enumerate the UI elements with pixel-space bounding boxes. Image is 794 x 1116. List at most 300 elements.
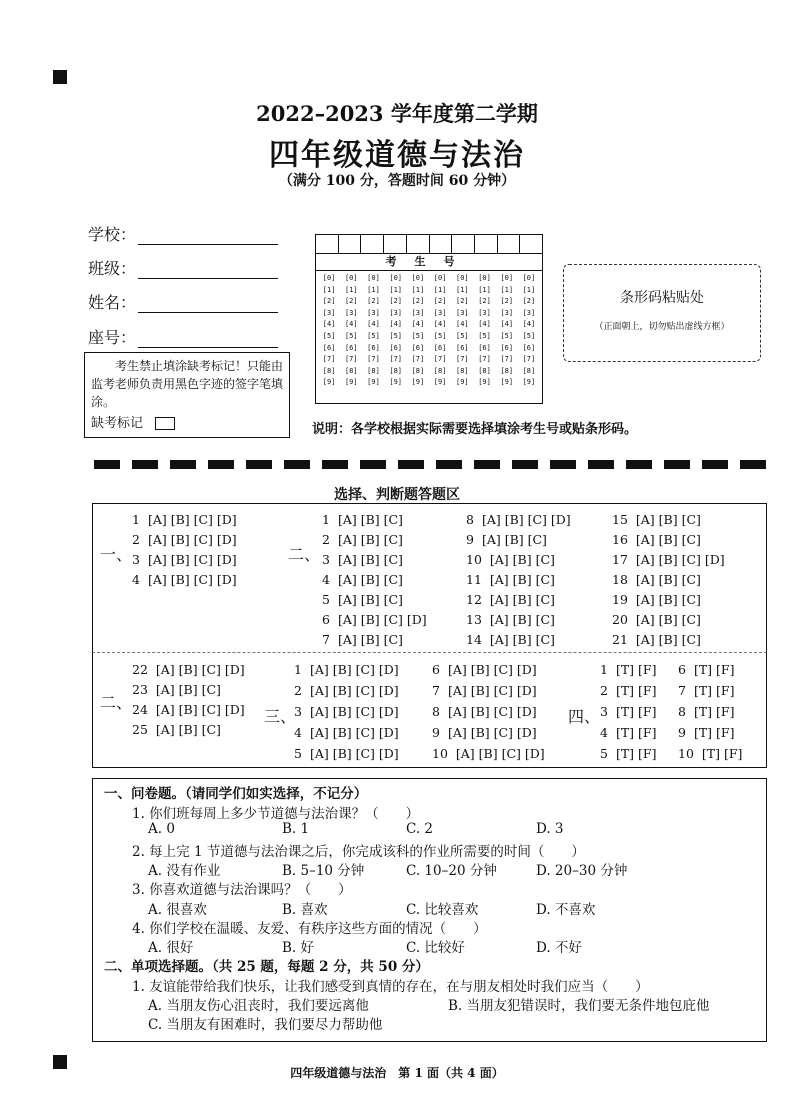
answer-row[interactable] (432, 746, 553, 761)
q4-option-c: C. 比较好 (406, 940, 465, 956)
digit-bubble[interactable]: [3] (367, 308, 380, 317)
answer-options[interactable]: [A] [B] [C] (155, 682, 221, 697)
q4-option-d: D. 不好 (536, 940, 582, 956)
digit-bubble[interactable]: [9] (344, 378, 358, 387)
digit-bubble[interactable]: [5] (322, 331, 336, 340)
question-number: 6 (678, 662, 686, 677)
answer-options[interactable]: [T] [F] (693, 725, 735, 740)
roman-numeral-one: 一、 (100, 545, 133, 564)
digit-bubble[interactable]: [2] (522, 297, 536, 306)
school-label: 学校： (88, 225, 137, 244)
answer-options[interactable]: [A] [B] [C] [D] (147, 552, 237, 567)
name-label: 姓名： (88, 293, 137, 312)
question-number: 9 (432, 725, 440, 740)
question-number: 18 (612, 572, 628, 587)
seat-label: 座号： (88, 328, 137, 347)
answer-options[interactable]: [A] [B] [C] [D] (447, 725, 537, 740)
answer-row[interactable] (612, 612, 709, 627)
answer-options[interactable]: [A] [B] [C] (635, 572, 701, 587)
question-number: 3 (600, 704, 608, 719)
digit-bubble[interactable]: [4] (367, 320, 380, 329)
absent-mark-checkbox[interactable] (155, 417, 175, 430)
question-number: 8 (466, 512, 474, 527)
digit-bubble[interactable]: [6] (322, 343, 336, 352)
question-number: 19 (612, 592, 628, 607)
answer-options[interactable]: [A] [B] [C] (635, 532, 701, 547)
s2q1-option-b: B. 当朋友犯错误时，我们要无条件地包庇他 (448, 998, 710, 1014)
answer-row[interactable] (612, 552, 733, 567)
digit-bubble[interactable]: [8] (522, 366, 536, 375)
exam-id-column[interactable] (340, 273, 362, 389)
digit-bubble[interactable]: [3] (433, 308, 447, 317)
answer-options[interactable]: [A] [B] [C] (155, 722, 221, 737)
answer-options[interactable]: [A] [B] [C] [D] (147, 572, 237, 587)
question-number: 16 (612, 532, 628, 547)
answer-options[interactable]: [A] [B] [C] [D] (155, 702, 245, 717)
digit-bubble[interactable]: [2] (389, 297, 403, 306)
answer-row[interactable] (132, 532, 245, 547)
answer-options[interactable]: [A] [B] [C] [D] (635, 552, 725, 567)
answer-options[interactable]: [T] [F] (615, 662, 657, 677)
digit-bubble[interactable]: [2] (478, 297, 491, 306)
question-number: 24 (132, 702, 148, 717)
answer-options[interactable]: [A] [B] [C] [D] (337, 612, 427, 627)
digit-bubble[interactable]: [0] (522, 274, 536, 282)
question-4: 4. 你们学校在温暖、友爱、有秩序这些方面的情况（ ） (132, 921, 487, 937)
digit-bubble[interactable]: [7] (411, 355, 425, 364)
digit-bubble[interactable]: [5] (433, 331, 447, 340)
answer-options[interactable]: [T] [F] (615, 683, 657, 698)
exam-id-column[interactable] (429, 273, 451, 389)
seat-field[interactable] (88, 325, 278, 348)
q2-option-b: B. 5–10 分钟 (282, 863, 365, 879)
answer-row[interactable] (612, 592, 709, 607)
digit-bubble[interactable]: [4] (522, 320, 536, 329)
roman-numeral-four: 四、 (568, 707, 601, 726)
answer-row[interactable] (466, 632, 563, 647)
answer-row[interactable] (466, 612, 563, 627)
digit-bubble[interactable]: [3] (478, 308, 491, 317)
digit-bubble[interactable]: [5] (344, 331, 358, 340)
question-number: 3 (294, 704, 302, 719)
roman-numeral-two-cont: 二、 (100, 693, 133, 712)
answer-row[interactable] (322, 552, 411, 567)
exam-id-bubbles[interactable] (316, 271, 542, 389)
digit-bubble[interactable]: [3] (389, 308, 403, 317)
digit-bubble[interactable]: [2] (344, 297, 358, 306)
answer-options[interactable]: [A] [B] [C] (489, 552, 555, 567)
answer-row[interactable] (132, 682, 229, 697)
q1-option-b: B. 1 (282, 821, 310, 837)
answer-row[interactable] (294, 746, 407, 761)
answer-options[interactable]: [A] [B] [C] [D] (309, 725, 399, 740)
answer-row[interactable] (132, 512, 245, 527)
answer-options[interactable]: [T] [F] (693, 704, 735, 719)
answer-row[interactable] (466, 592, 563, 607)
s2-question-1: 1. 友谊能带给我们快乐，让我们感受到真情的存在，在与朋友相处时我们应当（ ） (132, 979, 649, 995)
q3-option-c: C. 比较喜欢 (406, 902, 479, 918)
answer-options[interactable]: [T] [F] (693, 683, 735, 698)
question-number: 17 (612, 552, 628, 567)
answer-options[interactable]: [A] [B] [C] [D] (309, 683, 399, 698)
exam-id-title: 考生号 (316, 254, 542, 271)
digit-bubble[interactable]: [7] (455, 355, 469, 364)
digit-bubble[interactable]: [2] (322, 297, 336, 306)
answer-options[interactable]: [A] [B] [C] [D] (447, 704, 537, 719)
absence-warning-box (84, 352, 290, 438)
question-number: 2 (600, 683, 608, 698)
digit-bubble[interactable]: [5] (455, 331, 469, 340)
digit-bubble[interactable]: [7] (522, 355, 536, 364)
answer-row[interactable] (132, 662, 253, 677)
answer-row[interactable] (600, 746, 664, 761)
exam-id-column[interactable] (473, 273, 495, 389)
digit-bubble[interactable]: [0] (367, 274, 380, 282)
question-number: 10 (466, 552, 482, 567)
answer-row[interactable] (466, 512, 579, 527)
answer-row[interactable] (678, 725, 742, 740)
digit-bubble[interactable]: [4] (411, 320, 425, 329)
digit-bubble[interactable]: [9] (522, 378, 536, 387)
digit-bubble[interactable]: [5] (389, 331, 403, 340)
digit-bubble[interactable]: [6] (367, 343, 380, 352)
exam-id-column[interactable] (407, 273, 429, 389)
absence-warning-text: 考生禁止填涂缺考标记！只能由监考老师负责用黑色字迹的签字笔填涂。 (91, 359, 284, 409)
answer-row[interactable] (432, 683, 545, 698)
answer-options[interactable]: [A] [B] [C] [D] (309, 662, 399, 677)
section2-heading: 二、单项选择题。（共 25 题，每题 2 分，共 50 分） (104, 959, 429, 975)
answer-options[interactable]: [A] [B] [C] (337, 632, 403, 647)
digit-bubble[interactable]: [6] (344, 343, 358, 352)
digit-bubble[interactable]: [1] (367, 285, 380, 294)
q2-option-c: C. 10–20 分钟 (406, 863, 497, 879)
answer-options[interactable]: [A] [B] [C] (489, 632, 555, 647)
digit-bubble[interactable]: [2] (411, 297, 425, 306)
answer-options[interactable]: [A] [B] [C] (337, 532, 403, 547)
question-number: 5 (294, 746, 302, 761)
question-number: 2 (132, 532, 140, 547)
question-3: 3. 你喜欢道德与法治课吗？（ ） (132, 882, 352, 898)
question-number: 6 (432, 662, 440, 677)
question-number: 12 (466, 592, 482, 607)
digit-bubble[interactable]: [1] (522, 285, 536, 294)
digit-bubble[interactable]: [6] (500, 343, 514, 352)
question-1: 1. 你们班每周上多少节道德与法治课？（ ） (132, 806, 420, 822)
digit-bubble[interactable]: [8] (322, 366, 336, 375)
digit-bubble[interactable]: [0] (344, 274, 358, 282)
digit-bubble[interactable]: [0] (455, 274, 469, 282)
exam-info: （满分 100 分，答题时间 60 分钟） (278, 173, 516, 189)
question-number: 10 (678, 746, 694, 761)
answer-row[interactable] (612, 512, 709, 527)
barcode-area (563, 264, 761, 362)
digit-bubble[interactable]: [6] (433, 343, 447, 352)
digit-bubble[interactable]: [5] (367, 331, 380, 340)
digit-bubble[interactable]: [8] (455, 366, 469, 375)
digit-bubble[interactable]: [8] (389, 366, 403, 375)
answer-row[interactable] (678, 746, 750, 761)
answer-options[interactable]: [A] [B] [C] (489, 592, 555, 607)
absent-mark-row (91, 415, 283, 433)
answer-row[interactable] (600, 704, 664, 719)
answer-options[interactable]: [A] [B] [C] [D] (447, 662, 537, 677)
question-number: 4 (294, 725, 302, 740)
digit-bubble[interactable]: [3] (344, 308, 358, 317)
class-field[interactable] (88, 256, 278, 279)
digit-bubble[interactable]: [7] (478, 355, 491, 364)
answer-options[interactable]: [T] [F] (615, 746, 657, 761)
exam-id-column[interactable] (518, 273, 540, 389)
q3-option-a: A. 很喜欢 (148, 902, 207, 918)
q3-option-b: B. 喜欢 (282, 902, 328, 918)
answer-options[interactable]: [A] [B] [C] [D] (309, 746, 399, 761)
digit-bubble[interactable]: [0] (500, 274, 514, 282)
barcode-hint: （正面朝上，切勿贴出虚线方框） (594, 322, 730, 332)
digit-bubble[interactable]: [6] (478, 343, 491, 352)
digit-bubble[interactable]: [2] (433, 297, 447, 306)
digit-bubble[interactable]: [4] (389, 320, 403, 329)
question-number: 2 (322, 532, 330, 547)
question-number: 5 (600, 746, 608, 761)
digit-bubble[interactable]: [9] (500, 378, 514, 387)
subject-title: 四年级道德与法治 (269, 138, 525, 173)
digit-bubble[interactable]: [9] (322, 378, 336, 387)
digit-bubble[interactable]: [9] (389, 378, 403, 387)
answer-row[interactable] (466, 532, 555, 547)
q4-option-b: B. 好 (282, 940, 315, 956)
digit-bubble[interactable]: [7] (344, 355, 358, 364)
answer-options[interactable]: [A] [B] [C] [D] (455, 746, 545, 761)
barcode-title: 条形码粘贴处 (620, 290, 704, 306)
answer-row[interactable] (132, 702, 253, 717)
answer-options[interactable]: [A] [B] [C] (489, 572, 555, 587)
digit-bubble[interactable]: [7] (367, 355, 380, 364)
digit-bubble[interactable]: [5] (478, 331, 491, 340)
digit-bubble[interactable]: [0] (433, 274, 447, 282)
exam-id-grid (315, 234, 543, 404)
digit-bubble[interactable]: [2] (455, 297, 469, 306)
question-number: 4 (322, 572, 330, 587)
instruction-note: 说明：各学校根据实际需要选择填涂考生号或贴条形码。 (312, 422, 638, 437)
digit-bubble[interactable]: [0] (389, 274, 403, 282)
answer-row[interactable] (612, 632, 709, 647)
answer-row[interactable] (678, 704, 742, 719)
answer-options[interactable]: [A] [B] [C] (635, 612, 701, 627)
answer-options[interactable]: [T] [F] (615, 725, 657, 740)
exam-id-column[interactable] (385, 273, 407, 389)
digit-bubble[interactable]: [9] (433, 378, 447, 387)
digit-bubble[interactable]: [6] (411, 343, 425, 352)
digit-bubble[interactable]: [1] (389, 285, 403, 294)
question-number: 7 (322, 632, 330, 647)
digit-bubble[interactable]: [4] (455, 320, 469, 329)
digit-bubble[interactable]: [4] (478, 320, 491, 329)
question-number: 1 (132, 512, 140, 527)
semester-title: 2022–2023 学年度第二学期 (256, 101, 538, 126)
digit-bubble[interactable]: [7] (389, 355, 403, 364)
digit-bubble[interactable]: [0] (322, 274, 336, 282)
exam-id-column[interactable] (451, 273, 473, 389)
q1-option-a: A. 0 (148, 821, 175, 837)
answer-options[interactable]: [A] [B] [C] (337, 552, 403, 567)
exam-id-entry-boxes[interactable] (316, 235, 542, 254)
digit-bubble[interactable]: [8] (411, 366, 425, 375)
answer-row[interactable] (432, 662, 545, 677)
answer-row[interactable] (322, 592, 411, 607)
answer-options[interactable]: [A] [B] [C] [D] (155, 662, 245, 677)
answer-row[interactable] (322, 512, 411, 527)
answer-options[interactable]: [T] [F] (701, 746, 743, 761)
question-number: 8 (432, 704, 440, 719)
answer-row[interactable] (322, 612, 435, 627)
question-number: 15 (612, 512, 628, 527)
question-number: 4 (600, 725, 608, 740)
answer-row[interactable] (678, 662, 742, 677)
question-number: 5 (322, 592, 330, 607)
answer-options[interactable]: [A] [B] [C] (635, 632, 701, 647)
digit-bubble[interactable]: [4] (322, 320, 336, 329)
answer-row[interactable] (600, 662, 664, 677)
question-number: 9 (466, 532, 474, 547)
question-number: 13 (466, 612, 482, 627)
answer-row[interactable] (600, 683, 664, 698)
digit-bubble[interactable]: [4] (433, 320, 447, 329)
answer-row[interactable] (294, 725, 407, 740)
digit-bubble[interactable]: [1] (500, 285, 514, 294)
question-number: 20 (612, 612, 628, 627)
digit-bubble[interactable]: [3] (322, 308, 336, 317)
digit-bubble[interactable]: [0] (478, 274, 491, 282)
answer-options[interactable]: [T] [F] (693, 662, 735, 677)
digit-bubble[interactable]: [2] (367, 297, 380, 306)
digit-bubble[interactable]: [9] (367, 378, 380, 387)
digit-bubble[interactable]: [6] (522, 343, 536, 352)
answer-options[interactable]: [A] [B] [C] (337, 572, 403, 587)
digit-bubble[interactable]: [1] (411, 285, 425, 294)
digit-bubble[interactable]: [8] (344, 366, 358, 375)
answer-options[interactable]: [A] [B] [C] [D] (309, 704, 399, 719)
digit-bubble[interactable]: [8] (500, 366, 514, 375)
digit-bubble[interactable]: [1] (478, 285, 491, 294)
class-label: 班级： (88, 259, 137, 278)
answer-options[interactable]: [A] [B] [C] [D] (447, 683, 537, 698)
answer-row[interactable] (466, 572, 563, 587)
answer-row[interactable] (132, 722, 229, 737)
digit-bubble[interactable]: [1] (455, 285, 469, 294)
digit-bubble[interactable]: [3] (455, 308, 469, 317)
exam-id-column[interactable] (362, 273, 384, 389)
digit-bubble[interactable]: [8] (478, 366, 491, 375)
question-number: 3 (322, 552, 330, 567)
digit-bubble[interactable]: [3] (522, 308, 536, 317)
digit-bubble[interactable]: [5] (500, 331, 514, 340)
question-number: 8 (678, 704, 686, 719)
answer-options[interactable]: [A] [B] [C] [D] (481, 512, 571, 527)
digit-bubble[interactable]: [8] (367, 366, 380, 375)
answer-row[interactable] (132, 572, 245, 587)
question-number: 1 (600, 662, 608, 677)
digit-bubble[interactable]: [4] (344, 320, 358, 329)
answer-row[interactable] (322, 632, 411, 647)
digit-bubble[interactable]: [3] (500, 308, 514, 317)
exam-id-column[interactable] (318, 273, 340, 389)
question-number: 14 (466, 632, 482, 647)
answer-row[interactable] (294, 704, 407, 719)
name-field[interactable] (88, 290, 278, 313)
answer-row[interactable] (132, 552, 245, 567)
question-2: 2. 每上完 1 节道德与法治课之后，你完成该科的作业所需要的时间（ ） (132, 844, 585, 860)
answer-row[interactable] (612, 532, 709, 547)
digit-bubble[interactable]: [3] (411, 308, 425, 317)
answer-row[interactable] (678, 683, 742, 698)
corner-marker-top-left (53, 70, 67, 84)
answer-options[interactable]: [A] [B] [C] (337, 512, 403, 527)
digit-bubble[interactable]: [1] (344, 285, 358, 294)
question-number: 11 (466, 572, 482, 587)
question-number: 10 (432, 746, 448, 761)
digit-bubble[interactable]: [0] (411, 274, 425, 282)
digit-bubble[interactable]: [8] (433, 366, 447, 375)
digit-bubble[interactable]: [1] (433, 285, 447, 294)
answer-options[interactable]: [A] [B] [C] (635, 592, 701, 607)
section-separator (94, 460, 766, 470)
exam-id-column[interactable] (496, 273, 518, 389)
question-number: 23 (132, 682, 148, 697)
q2-option-d: D. 20–30 分钟 (536, 863, 628, 879)
answer-row[interactable] (322, 572, 411, 587)
answer-options[interactable]: [A] [B] [C] (489, 612, 555, 627)
answer-row[interactable] (612, 572, 709, 587)
digit-bubble[interactable]: [7] (433, 355, 447, 364)
digit-bubble[interactable]: [6] (389, 343, 403, 352)
question-number: 9 (678, 725, 686, 740)
answer-options[interactable]: [A] [B] [C] (481, 532, 547, 547)
answer-options[interactable]: [A] [B] [C] (635, 512, 701, 527)
s2q1-option-c: C. 当朋友有困难时，我们要尽力帮助他 (148, 1017, 383, 1033)
q2-option-a: A. 没有作业 (148, 863, 221, 879)
answer-row[interactable] (432, 725, 545, 740)
answer-area-title: 选择、判断题答题区 (334, 487, 460, 503)
school-field[interactable] (88, 222, 278, 245)
digit-bubble[interactable]: [9] (455, 378, 469, 387)
digit-bubble[interactable]: [5] (411, 331, 425, 340)
answer-options[interactable]: [A] [B] [C] [D] (147, 512, 237, 527)
answer-row[interactable] (600, 725, 664, 740)
answer-row[interactable] (432, 704, 545, 719)
answer-options[interactable]: [A] [B] [C] (337, 592, 403, 607)
absent-mark-label: 缺考标记 (91, 416, 144, 431)
answer-row[interactable] (322, 532, 411, 547)
answer-options[interactable]: [T] [F] (615, 704, 657, 719)
digit-bubble[interactable]: [7] (500, 355, 514, 364)
digit-bubble[interactable]: [9] (478, 378, 491, 387)
question-number: 4 (132, 572, 140, 587)
digit-bubble[interactable]: [1] (322, 285, 336, 294)
digit-bubble[interactable]: [6] (455, 343, 469, 352)
answer-row[interactable] (294, 662, 407, 677)
answer-row[interactable] (294, 683, 407, 698)
digit-bubble[interactable]: [2] (500, 297, 514, 306)
answer-row[interactable] (466, 552, 563, 567)
question-number: 3 (132, 552, 140, 567)
q3-option-d: D. 不喜欢 (536, 902, 596, 918)
digit-bubble[interactable]: [7] (322, 355, 336, 364)
digit-bubble[interactable]: [5] (522, 331, 536, 340)
question-number: 1 (294, 662, 302, 677)
digit-bubble[interactable]: [4] (500, 320, 514, 329)
answer-options[interactable]: [A] [B] [C] [D] (147, 532, 237, 547)
digit-bubble[interactable]: [9] (411, 378, 425, 387)
